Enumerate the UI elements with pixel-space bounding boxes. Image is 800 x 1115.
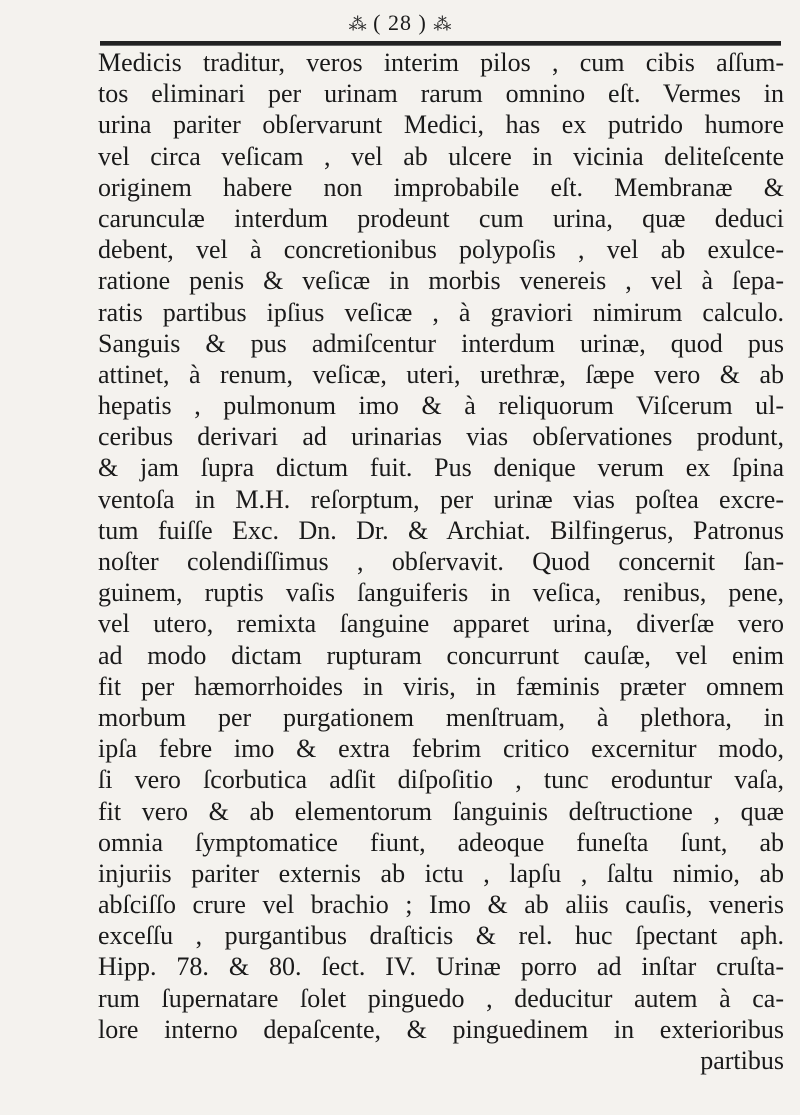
header-rule <box>100 41 781 46</box>
text-line: morbum per purgationem menſtruam, à plethora, in <box>98 702 784 732</box>
text-line: ratis partibus ipſius veſicæ , à graviori nimirum calculo. <box>98 297 784 327</box>
text-line: ratione penis & veſicæ in morbis venereis , vel à ſepa- <box>98 266 784 296</box>
text-line: injuriis pariter externis ab ictu , lapſu , ſaltu nimio, ab <box>98 858 784 888</box>
page-number: ( 28 ) <box>373 10 427 35</box>
text-line: noſter colendiſſimus , obſervavit. Quod concernit ſan- <box>98 547 784 576</box>
text-line: fit per hæmorrhoides in viris, in fæminis præter omnem <box>98 671 784 701</box>
text-line: tos eliminari per urinam rarum omnino eſt. Vermes in <box>98 79 784 109</box>
text-line: vel circa veſicam , vel ab ulcere in vicinia deliteſcente <box>98 141 784 171</box>
text-line: abſciſſo crure vel brachio ; Imo & ab aliis cauſis, veneris <box>98 890 784 920</box>
text-line: Hipp. 78. & 80. ſect. IV. Urinæ porro ad inſtar cruſta- <box>98 952 784 982</box>
page-header <box>0 8 800 39</box>
text-line: guinem, ruptis vaſis ſanguiferis in veſica, renibus, pene, <box>98 578 784 608</box>
text-line: ipſa febre imo & extra febrim critico excernitur modo, <box>98 734 784 764</box>
text-line: & jam ſupra dictum fuit. Pus denique verum ex ſpina <box>98 453 784 483</box>
text-line: tum fuiſſe Exc. Dn. Dr. & Archiat. Bilfingerus, Patronus <box>98 515 784 545</box>
text-line: Sanguis & pus admiſcentur interdum urinæ, quod pus <box>98 328 784 358</box>
ornament-left-icon: ⁂ <box>348 14 367 34</box>
text-line: exceſſu , purgantibus draſticis & rel. huc ſpectant aph. <box>98 921 784 951</box>
text-line: ſi vero ſcorbutica adſit diſpoſitio , tunc eroduntur vaſa, <box>98 765 784 795</box>
text-line: debent, vel à concretionibus polypoſis , vel ab exulce- <box>98 235 784 265</box>
text-line: originem habere non improbabile eſt. Membranæ & <box>98 172 784 202</box>
text-line: carunculæ interdum prodeunt cum urina, quæ deduci <box>98 203 784 233</box>
body-text <box>98 47 784 1076</box>
text-line: urina pariter obſervarunt Medici, has ex putrido humore <box>98 110 784 140</box>
text-line: rum ſupernatare ſolet pinguedo , deducitur autem à ca- <box>98 983 784 1013</box>
catchword: partibus <box>700 1046 784 1075</box>
text-line: ceribus derivari ad urinarias vias obſervationes produnt, <box>98 422 784 452</box>
text-line: ad modo dictam rupturam concurrunt cauſæ, vel enim <box>98 640 784 670</box>
ornament-right-icon: ⁂ <box>433 14 452 34</box>
text-line: vel utero, remixta ſanguine apparet urina, diverſæ vero <box>98 609 784 639</box>
text-line: Medicis traditur, veros interim pilos , cum cibis aſſum- <box>98 48 784 77</box>
text-line: ventoſa in M.H. reſorptum, per urinæ vias poſtea excre- <box>98 484 784 514</box>
text-line: attinet, à renum, veſicæ, uteri, urethræ, ſæpe vero & ab <box>98 359 784 389</box>
text-line: lore interno depaſcente, & pinguedinem in exterioribus <box>98 1014 784 1044</box>
text-line: omnia ſymptomatice fiunt, adeoque funeſta ſunt, ab <box>98 827 784 857</box>
text-line: fit vero & ab elementorum ſanguinis deſtructione , quæ <box>98 796 784 826</box>
text-line: hepatis , pulmonum imo & à reliquorum Viſcerum ul- <box>98 391 784 421</box>
